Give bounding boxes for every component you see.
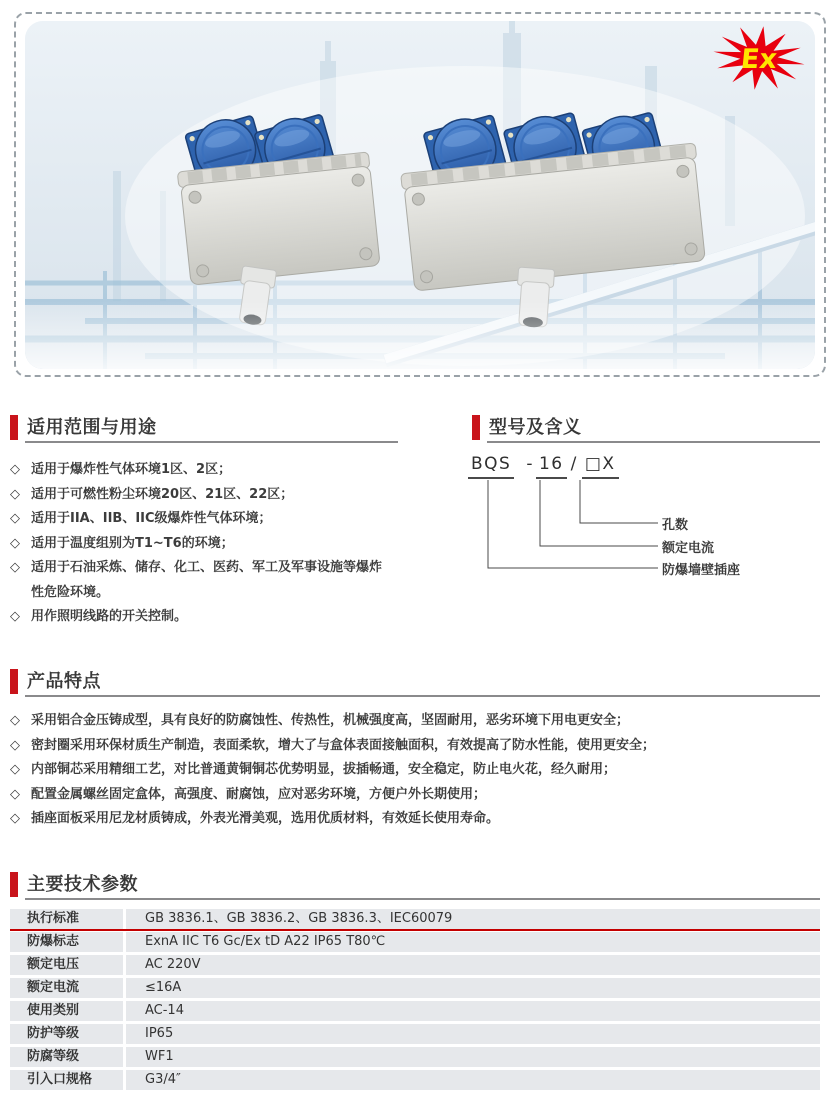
list-item [10, 532, 385, 557]
section-specs [10, 867, 820, 1087]
callout-holes: 孔数 [662, 518, 689, 533]
bullet-text: 采用铝合金压铸成型，具有良好的防腐蚀性、传热性，机械强度高，坚固耐用，恶劣环境下用电更安全； [31, 713, 630, 728]
section-underline [25, 441, 398, 443]
spec-label: 防爆标志 [10, 932, 126, 952]
spec-label: 执行标准 [10, 909, 126, 929]
model-code [468, 454, 619, 474]
model-holes: □X [582, 454, 619, 479]
list-item [10, 507, 385, 532]
photo-bottom-fade [25, 301, 815, 369]
list-item [10, 458, 385, 483]
section-header [10, 664, 820, 697]
list-item [10, 556, 385, 605]
spec-value: IP65 [145, 1026, 174, 1041]
spec-label: 使用类别 [10, 1001, 126, 1021]
diamond-bullet-icon: ◇ [10, 511, 20, 526]
section-header [10, 410, 398, 443]
section-header [468, 410, 820, 443]
list-item [10, 709, 820, 734]
callout-current: 额定电流 [662, 541, 715, 556]
bullet-text: 适用于爆炸性气体环境1区、2区； [31, 462, 232, 477]
bullet-text: 内部铜芯采用精细工艺，对比普通黄铜铜芯优势明显，拔插畅通，安全稳定，防止电火花，经久耐用； [31, 762, 617, 777]
spec-label: 引入口规格 [10, 1070, 126, 1090]
section-model [468, 410, 820, 578]
diamond-bullet-icon: ◇ [10, 713, 20, 728]
section-features [10, 664, 820, 826]
model-slash: / [570, 454, 578, 474]
model-callout-diagram [468, 480, 820, 580]
list-item [10, 483, 385, 508]
red-bar-icon [10, 669, 18, 694]
red-bar-icon [10, 872, 18, 897]
list-item [10, 783, 820, 808]
list-item [10, 605, 385, 630]
table-row [10, 978, 820, 998]
table-row [10, 1001, 820, 1021]
spec-label: 防护等级 [10, 1024, 126, 1044]
device-body [177, 152, 380, 285]
section-title: 产品特点 [27, 671, 101, 692]
model-current: 16 [536, 454, 567, 479]
product-photo-illustration [25, 21, 815, 369]
section-title: 型号及含义 [489, 417, 582, 438]
table-row [10, 932, 820, 952]
list-item [10, 807, 820, 832]
product-photo [25, 21, 815, 369]
spec-value: ExnA IIC T6 Gc/Ex tD A22 IP65 T80℃ [145, 934, 386, 949]
diamond-bullet-icon: ◇ [10, 609, 20, 624]
diamond-bullet-icon: ◇ [10, 462, 20, 477]
bullet-text: 适用于可燃性粉尘环境20区、21区、22区； [31, 486, 294, 502]
bullet-text: 配置金属螺丝固定盒体，高强度、耐腐蚀，应对恶劣环境，方便户外长期使用； [31, 786, 487, 802]
spec-value: GB 3836.1、GB 3836.2、GB 3836.3、IEC60079 [145, 911, 453, 926]
spec-label: 额定电压 [10, 955, 126, 975]
spec-label: 额定电流 [10, 978, 126, 998]
spec-value: WF1 [145, 1049, 174, 1064]
spec-value: AC 220V [145, 957, 201, 972]
ex-badge-text: Ex [739, 44, 779, 75]
section-underline [487, 441, 820, 443]
bullet-text: 适用于石油采炼、储存、化工、医药、军工及军事设施等爆炸性危险环境。 [31, 560, 383, 600]
bullet-text: 插座面板采用尼龙材质铸成，外表光滑美观，选用优质材料，有效延长使用寿命。 [31, 811, 500, 826]
diamond-bullet-icon: ◇ [10, 737, 20, 753]
section-underline [25, 898, 820, 900]
callout-lines [468, 480, 820, 580]
section-scope [10, 410, 398, 624]
model-series: BQS [468, 454, 514, 479]
callout-series: 防爆墙壁插座 [662, 563, 741, 578]
diamond-bullet-icon: ◇ [10, 535, 20, 551]
bullet-text: 适用于IIA、IIB、IIC级爆炸性气体环境； [31, 511, 272, 526]
table-row [10, 909, 820, 929]
product-photo-frame [14, 12, 826, 377]
section-title: 主要技术参数 [27, 874, 138, 895]
diamond-bullet-icon: ◇ [10, 486, 20, 502]
spec-value: AC-14 [145, 1003, 184, 1018]
section-title: 适用范围与用途 [27, 417, 157, 438]
table-row [10, 1070, 820, 1090]
table-row [10, 1047, 820, 1067]
spec-table [10, 909, 820, 1093]
table-row [10, 955, 820, 975]
diamond-bullet-icon: ◇ [10, 762, 20, 777]
spec-value: ≤16A [145, 980, 182, 995]
table-row [10, 1024, 820, 1044]
bullet-text: 用作照明线路的开关控制。 [31, 609, 188, 624]
features-bullet-list [10, 709, 820, 832]
list-item [10, 758, 820, 783]
bullet-text: 密封圈采用环保材质生产制造，表面柔软，增大了与盒体表面接触面积，有效提高了防水性能，使用更安全； [31, 737, 656, 753]
section-header [10, 867, 820, 900]
spec-label: 防腐等级 [10, 1047, 126, 1067]
model-dash: - [526, 454, 534, 474]
red-bar-icon [472, 415, 480, 440]
diamond-bullet-icon: ◇ [10, 560, 20, 575]
diamond-bullet-icon: ◇ [10, 811, 20, 826]
diamond-bullet-icon: ◇ [10, 786, 20, 802]
bullet-text: 适用于温度组别为T1~T6的环境； [31, 535, 234, 551]
red-bar-icon [10, 415, 18, 440]
scope-bullet-list [10, 458, 385, 630]
list-item [10, 734, 820, 759]
section-underline [25, 695, 820, 697]
spec-value: G3/4″ [145, 1072, 181, 1087]
